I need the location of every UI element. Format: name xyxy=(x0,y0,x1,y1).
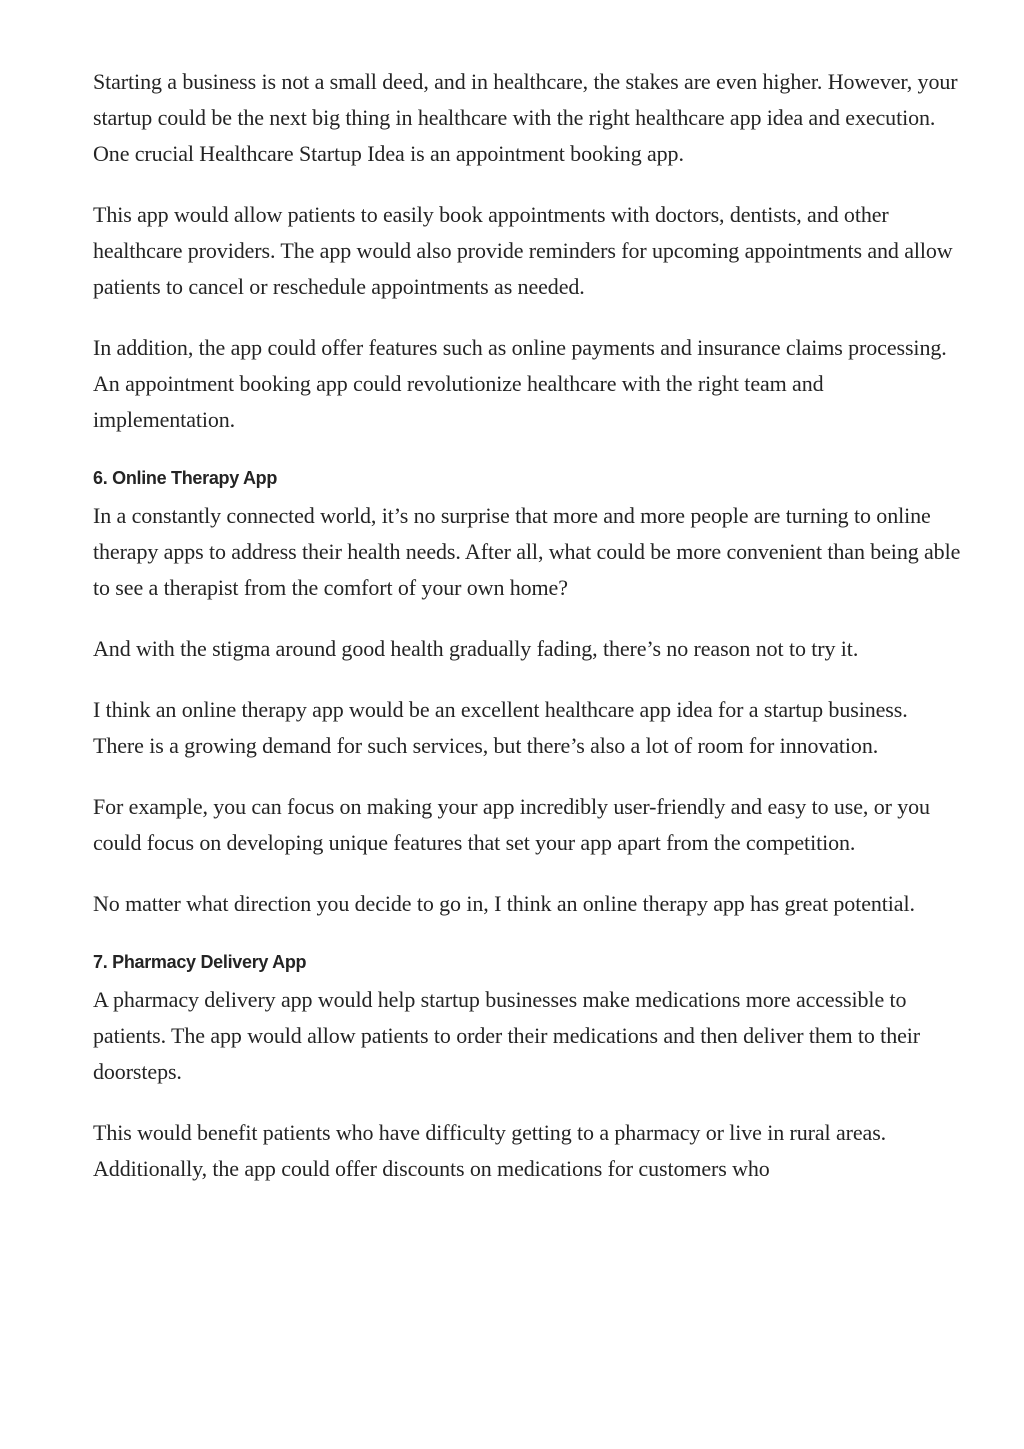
paragraph-therapy-2: And with the stigma around good health gradually fading, there’s no reason not to try it. xyxy=(93,636,859,661)
paragraph-therapy-4: For example, you can focus on making your app incredibly user-friendly and easy to use, or you could focus on developing unique features that set your app apart from the competition. xyxy=(93,794,930,855)
paragraph-therapy-3: I think an online therapy app would be an excellent healthcare app idea for a startup business. There is a growing demand for such services, but there’s also a lot of room for innovation. xyxy=(93,697,908,758)
paragraph-intro-3: In addition, the app could offer features such as online payments and insurance claims processing. An appointment booking app could revolutionize healthcare with the right team and implementation. xyxy=(93,335,947,432)
paragraph-intro-2: This app would allow patients to easily book appointments with doctors, dentists, and other healthcare providers. The app would also provide reminders for upcoming appointments and allow patients to cancel or reschedule appointments as needed. xyxy=(93,202,953,299)
paragraph-pharmacy-2: This would benefit patients who have difficulty getting to a pharmacy or live in rural areas. Additionally, the app could offer discounts on medications for customers who xyxy=(93,1120,887,1181)
paragraph-intro-1: Starting a business is not a small deed, and in healthcare, the stakes are even higher. However, your startup could be the next big thing in healthcare with the right healthcare app idea and execution. One crucial Healthcare Startup Idea is an appointment booking app. xyxy=(93,69,958,166)
section-heading-pharmacy-delivery: 7. Pharmacy Delivery App xyxy=(93,952,307,972)
paragraph-pharmacy-1: A pharmacy delivery app would help startup businesses make medications more accessible to patients. The app would allow patients to order their medications and then deliver them to their doorsteps. xyxy=(93,987,920,1084)
section-heading-online-therapy: 6. Online Therapy App xyxy=(93,468,278,488)
paragraph-therapy-5: No matter what direction you decide to go in, I think an online therapy app has great potential. xyxy=(93,891,915,916)
article-body xyxy=(93,64,963,1212)
paragraph-therapy-1: In a constantly connected world, it’s no surprise that more and more people are turning to online therapy apps to address their health needs. After all, what could be more convenient than being able to see a therapist from the comfort of your own home? xyxy=(93,503,961,600)
